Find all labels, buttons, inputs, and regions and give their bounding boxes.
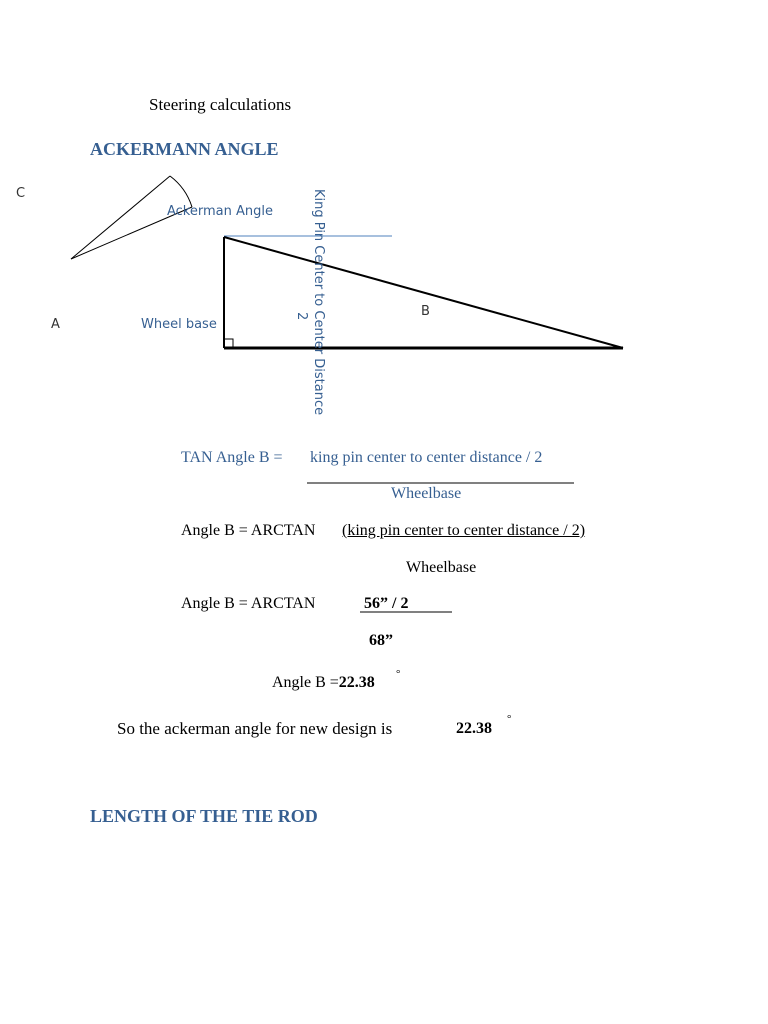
arctan-equation-numerator: (king pin center to center distance / 2) — [342, 522, 586, 539]
label-b: B — [421, 304, 430, 319]
result-prefix: Angle B = — [272, 674, 339, 691]
section-heading-tie-rod: LENGTH OF THE TIE ROD — [90, 806, 318, 826]
result-line — [272, 674, 375, 692]
section-heading-ackermann: ACKERMANN ANGLE — [90, 139, 279, 159]
tan-equation-numerator: king pin center to center distance / 2 — [310, 449, 543, 466]
result-value: 22.38 — [338, 674, 375, 691]
king-pin-distance-divisor: 2 — [294, 312, 309, 321]
conclusion-value: 22.38 — [456, 720, 492, 737]
king-pin-distance-label: King Pin Center to Center Distance — [311, 189, 326, 416]
wheel-base-label: Wheel base — [141, 317, 217, 332]
result-degree-symbol: ° — [396, 668, 401, 680]
conclusion-text: So the ackerman angle for new design is — [117, 719, 393, 738]
arctan-equation-prefix: Angle B = ARCTAN — [181, 522, 316, 539]
wedge-arc — [170, 176, 192, 207]
label-c: C — [16, 186, 26, 201]
arctan-equation-denominator: Wheelbase — [406, 559, 477, 576]
ackerman-angle-label: Ackerman Angle — [167, 204, 273, 219]
tan-equation-denominator: Wheelbase — [391, 485, 462, 502]
tan-equation-prefix: TAN Angle B = — [181, 449, 283, 466]
label-a: A — [51, 317, 60, 332]
arctan-values-denominator: 68” — [369, 632, 393, 649]
arctan-values-prefix: Angle B = ARCTAN — [181, 595, 316, 612]
conclusion-degree-symbol: ° — [507, 713, 512, 725]
document-title: Steering calculations — [149, 95, 292, 114]
triangle-hypotenuse — [224, 237, 623, 348]
wedge-upper-line — [71, 176, 170, 259]
arctan-values-numerator: 56” / 2 — [364, 595, 409, 612]
